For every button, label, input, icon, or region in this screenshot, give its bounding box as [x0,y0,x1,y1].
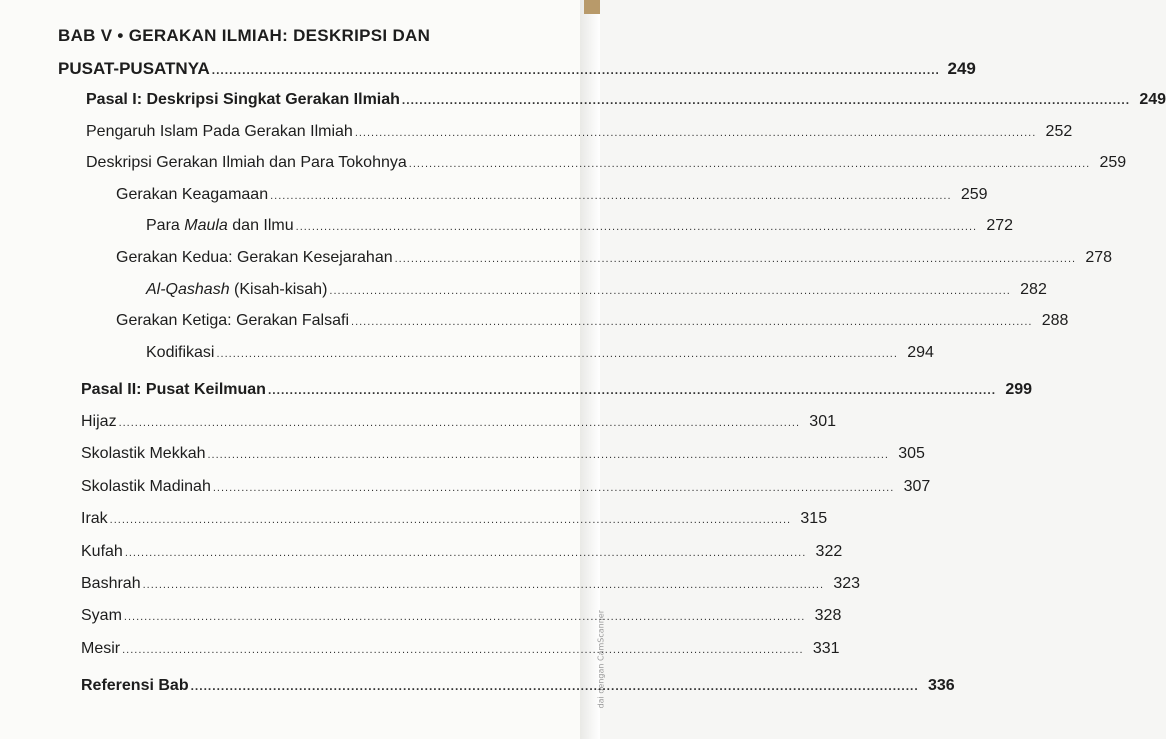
entry-label: Para Maula dan Ilmu [146,217,294,234]
toc-entry-row [116,249,1113,267]
toc-entry-row [116,312,1069,330]
page-number: 288 [1041,312,1069,329]
chapter-title-line2: PUSAT-PUSATNYA [58,59,210,78]
page-number: 328 [814,607,842,624]
dot-leader [351,316,1032,328]
page-number: 299 [1005,381,1033,398]
page-number: 249 [1139,91,1166,108]
page-number: 331 [812,640,840,657]
toc-section-row [86,91,1166,109]
entry-label: Bashrah [81,575,141,592]
dot-leader [125,547,806,559]
entry-label: Skolastik Mekkah [81,445,206,462]
page-number: 259 [1099,154,1127,171]
page-number: 252 [1045,123,1073,140]
page-number: 294 [907,344,934,361]
entry-label: Pasal I: Deskripsi Singkat Gerakan Ilmiah [86,91,400,108]
toc-entry-row [81,607,842,625]
chapter-title: BAB V • GERAKAN ILMIAH: DESKRIPSI DAN [58,26,431,45]
page-number: 301 [809,413,836,430]
page-number: 322 [815,543,843,560]
dot-leader [119,417,800,429]
toc-entry-row [146,217,1014,235]
dot-leader [296,221,977,233]
dot-leader [143,579,824,591]
page-number: 259 [960,186,988,203]
dot-leader [268,383,996,397]
entry-label: Skolastik Madinah [81,478,211,495]
entry-label: Gerakan Ketiga: Gerakan Falsafi [116,312,350,329]
page-number: 305 [898,445,925,462]
toc-entry-row [81,575,861,593]
entry-label: Pengaruh Islam Pada Gerakan Ilmiah [86,123,353,140]
entry-label: Kufah [81,543,123,560]
dot-leader [124,611,805,623]
entry-label: Referensi Bab [81,677,189,694]
toc-entry-row [81,510,828,528]
dot-leader [191,679,919,693]
toc-entry-row [81,413,836,431]
entry-label: Gerakan Kedua: Gerakan Kesejarahan [116,249,393,266]
toc-entry-row [116,186,988,204]
page-number: 336 [928,677,955,694]
toc-section-row [81,381,1033,399]
dot-leader [216,348,897,360]
page-number: 249 [947,59,976,78]
toc-entry-row [81,543,843,561]
toc-entry-row [81,640,840,658]
scanner-watermark: dai dengan CamScanner [596,610,605,709]
entry-label-italic: Al-Qashash [146,281,230,298]
page-number: 307 [903,478,931,495]
dot-leader [402,93,1130,107]
entry-label: Syam [81,607,122,624]
dot-leader [122,644,803,656]
entry-label: Mesir [81,640,121,657]
page-corner [584,0,600,14]
page-number: 282 [1020,281,1047,298]
toc-entry-row [86,123,1073,141]
dot-leader [409,158,1090,170]
page-number: 323 [833,575,861,592]
toc-entry-row [81,445,925,463]
dot-leader [212,63,940,77]
entry-label: Gerakan Keagamaan [116,186,269,203]
dot-leader [208,449,889,461]
toc-entry-row [146,344,934,362]
toc-entry-row [146,281,1047,299]
dot-leader [110,514,791,526]
entry-label: Kodifikasi [146,344,215,361]
page-number: 272 [986,217,1014,234]
toc-entry-row [86,154,1127,172]
toc-chapter-row [58,59,976,79]
dot-leader [213,482,894,494]
entry-label-italic: Maula [184,217,228,234]
entry-label: Al-Qashash (Kisah-kisah) [146,281,328,298]
entry-label: Irak [81,510,108,527]
toc-entry-row [81,478,931,496]
book-page [0,0,580,739]
dot-leader [270,190,951,202]
page-number: 278 [1085,249,1113,266]
toc-section-row [81,677,955,695]
page-number: 315 [800,510,828,527]
dot-leader [329,285,1010,297]
dot-leader [355,127,1036,139]
entry-label: Deskripsi Gerakan Ilmiah dan Para Tokohnya [86,154,407,171]
entry-label: Pasal II: Pusat Keilmuan [81,381,266,398]
dot-leader [395,253,1076,265]
entry-label: Hijaz [81,413,117,430]
